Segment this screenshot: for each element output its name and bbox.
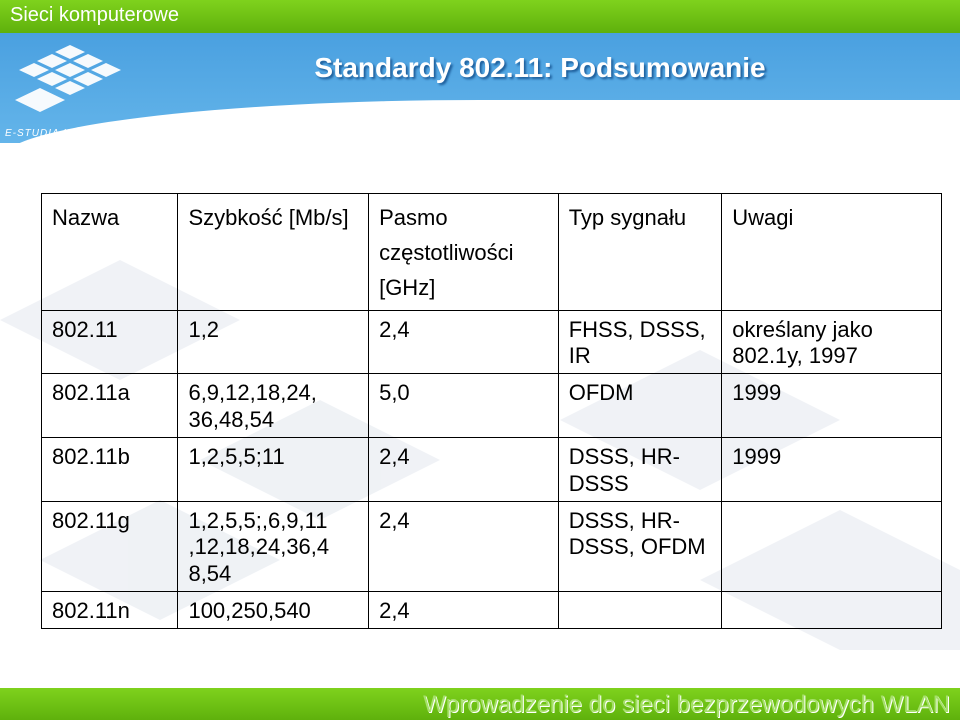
header-cell-notes: Uwagi <box>722 194 942 311</box>
standards-table <box>41 193 942 629</box>
table-cell: 1999 <box>722 438 942 502</box>
table-row <box>42 374 942 438</box>
table-cell: 802.11n <box>42 592 178 629</box>
table-cell: 2,4 <box>369 592 559 629</box>
table-header-row <box>42 194 942 311</box>
table-cell <box>722 592 942 629</box>
top-bar <box>0 0 960 33</box>
table-row <box>42 438 942 502</box>
course-title: Sieci komputerowe <box>10 4 179 26</box>
table-cell: 1999 <box>722 374 942 438</box>
table-cell <box>558 592 722 629</box>
table-cell: OFDM <box>558 374 722 438</box>
table-cell: 6,9,12,18,24, 36,48,54 <box>178 374 369 438</box>
table-cell: 1,2 <box>178 310 369 374</box>
table-cell: FHSS, DSSS, IR <box>558 310 722 374</box>
header-cell-band: Pasmo częstotliwości [GHz] <box>369 194 559 311</box>
slide-title: Standardy 802.11: Podsumowanie <box>314 52 766 83</box>
table-cell: 1,2,5,5;,6,9,11 ,12,18,24,36,4 8,54 <box>178 501 369 591</box>
logo-icon <box>10 40 130 120</box>
footer-bar <box>0 688 960 720</box>
table-cell: DSSS, HR-DSSS <box>558 438 722 502</box>
footer-text: Wprowadzenie do sieci bezprzewodowych WLAN <box>423 691 950 718</box>
table-cell: 1,2,5,5;11 <box>178 438 369 502</box>
table-cell: 2,4 <box>369 310 559 374</box>
table-cell: 2,4 <box>369 501 559 591</box>
table-row <box>42 592 942 629</box>
logo-text: E-STUDIA INFORMATYCZNE <box>5 128 162 139</box>
table-cell: 2,4 <box>369 438 559 502</box>
header-cell-name: Nazwa <box>42 194 178 311</box>
table-cell: określany jako 802.1y, 1997 <box>722 310 942 374</box>
table-cell <box>722 501 942 591</box>
header-cell-speed: Szybkość [Mb/s] <box>178 194 369 311</box>
table-cell: 802.11b <box>42 438 178 502</box>
table-cell: 802.11 <box>42 310 178 374</box>
table-row <box>42 501 942 591</box>
table-row <box>42 310 942 374</box>
table-cell: 5,0 <box>369 374 559 438</box>
header-cell-signal: Typ sygnału <box>558 194 722 311</box>
table-cell: 802.11g <box>42 501 178 591</box>
table-cell: DSSS, HR-DSSS, OFDM <box>558 501 722 591</box>
table-cell: 802.11a <box>42 374 178 438</box>
table-cell: 100,250,540 <box>178 592 369 629</box>
